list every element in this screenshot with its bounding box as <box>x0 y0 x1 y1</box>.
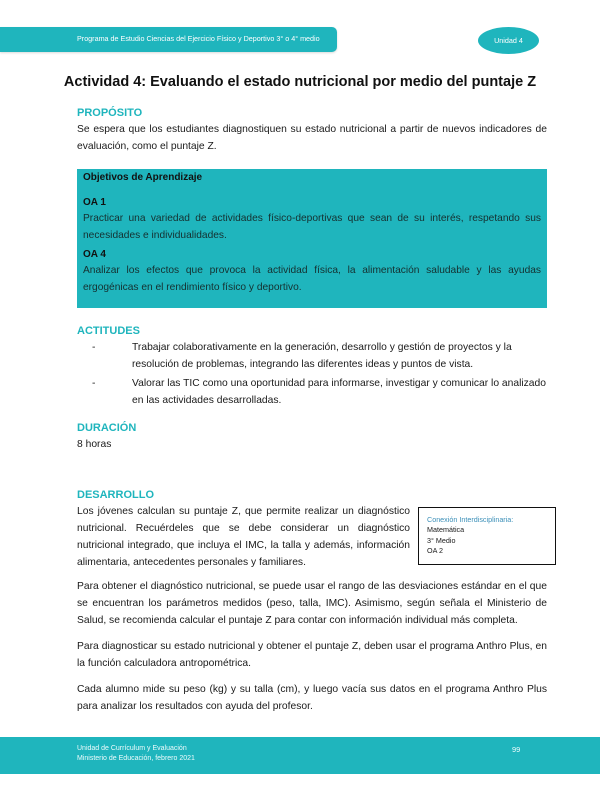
page-title: Actividad 4: Evaluando el estado nutricional por medio del puntaje Z <box>63 74 537 90</box>
footer-bar <box>0 737 600 774</box>
list-item-text: Trabajar colaborativamente en la generación, desarrollo y gestión de proyectos y la resolución de problemas, integrando las diferentes ideas y puntos de vista. <box>132 342 512 370</box>
conexion-oa: OA 2 <box>427 546 443 555</box>
unit-label: Unidad 4 <box>494 36 523 45</box>
unit-badge <box>478 27 539 54</box>
oa-text: Analizar los efectos que provoca la actividad física, la alimentación saludable y las ayudas ergogénicas en el rendimiento físico y deportivo. <box>83 265 541 293</box>
actitudes-list <box>77 339 547 411</box>
program-title: Programa de Estudio Ciencias del Ejercicio Físico y Deportivo 3° o 4° medio <box>77 34 320 43</box>
header-bar <box>0 27 337 52</box>
desarrollo-intro: Los jóvenes calculan su puntaje Z, que permite realizar un diagnóstico nutricional. Recuérdeles que se debe considerar un diagnóstico nutricional integrado, que incluya el IMC, la talla y además, información alimentaria, antecedentes personales y familiares. <box>77 506 410 568</box>
conexion-subject: Matemática <box>427 525 465 534</box>
desarrollo-heading: DESARROLLO <box>77 489 154 501</box>
conexion-title: Conexión Interdisciplinaria: <box>427 515 514 524</box>
conexion-interdisciplinaria-box <box>418 507 556 565</box>
desarrollo-paragraph: Para diagnosticar su estado nutricional y obtener el puntaje Z, deben usar el programa Anthro Plus, en la función calculadora antropométrica. <box>77 641 547 669</box>
bullet: - <box>92 342 96 353</box>
duracion-heading: DURACIÓN <box>77 422 137 434</box>
oa-code: OA 4 <box>83 249 106 260</box>
oa-text: Practicar una variedad de actividades físico-deportivas que sean de su interés, respetando sus necesidades e individualidades. <box>83 213 541 241</box>
oa-code: OA 1 <box>83 197 106 208</box>
objetivos-heading: Objetivos de Aprendizaje <box>83 172 203 183</box>
footer-ministry: Ministerio de Educación, febrero 2021 <box>77 755 195 762</box>
objetivos-box <box>77 169 547 308</box>
conexion-level: 3° Medio <box>427 535 456 545</box>
page-number: 99 <box>512 745 521 754</box>
list-item <box>77 375 547 409</box>
desarrollo-paragraph: Cada alumno mide su peso (kg) y su talla (cm), y luego vacía sus datos en el programa Anthro Plus para analizar los resultados con ayuda del profesor. <box>77 684 547 712</box>
actitudes-heading: ACTITUDES <box>77 325 140 337</box>
desarrollo-paragraph: Para obtener el diagnóstico nutricional, se puede usar el rango de las desviaciones estándar en el que se encuentran los parámetros medidos (peso, talla, IMC). Asimismo, según señala el Ministerio de Salud, se recomienda calcular el puntaje Z para contar con información individual más completa. <box>77 581 547 626</box>
bullet: - <box>92 378 96 389</box>
duracion-text: 8 horas <box>77 439 112 450</box>
list-item <box>77 339 547 373</box>
footer-unit: Unidad de Currículum y Evaluación <box>77 745 187 752</box>
proposito-heading: PROPÓSITO <box>77 107 143 119</box>
proposito-text: Se espera que los estudiantes diagnostiquen su estado nutricional a partir de nuevos indicadores de evaluación, como el puntaje Z. <box>77 124 547 152</box>
list-item-text: Valorar las TIC como una oportunidad para informarse, investigar y comunicar lo analizado en las actividades desarrolladas. <box>132 378 546 406</box>
